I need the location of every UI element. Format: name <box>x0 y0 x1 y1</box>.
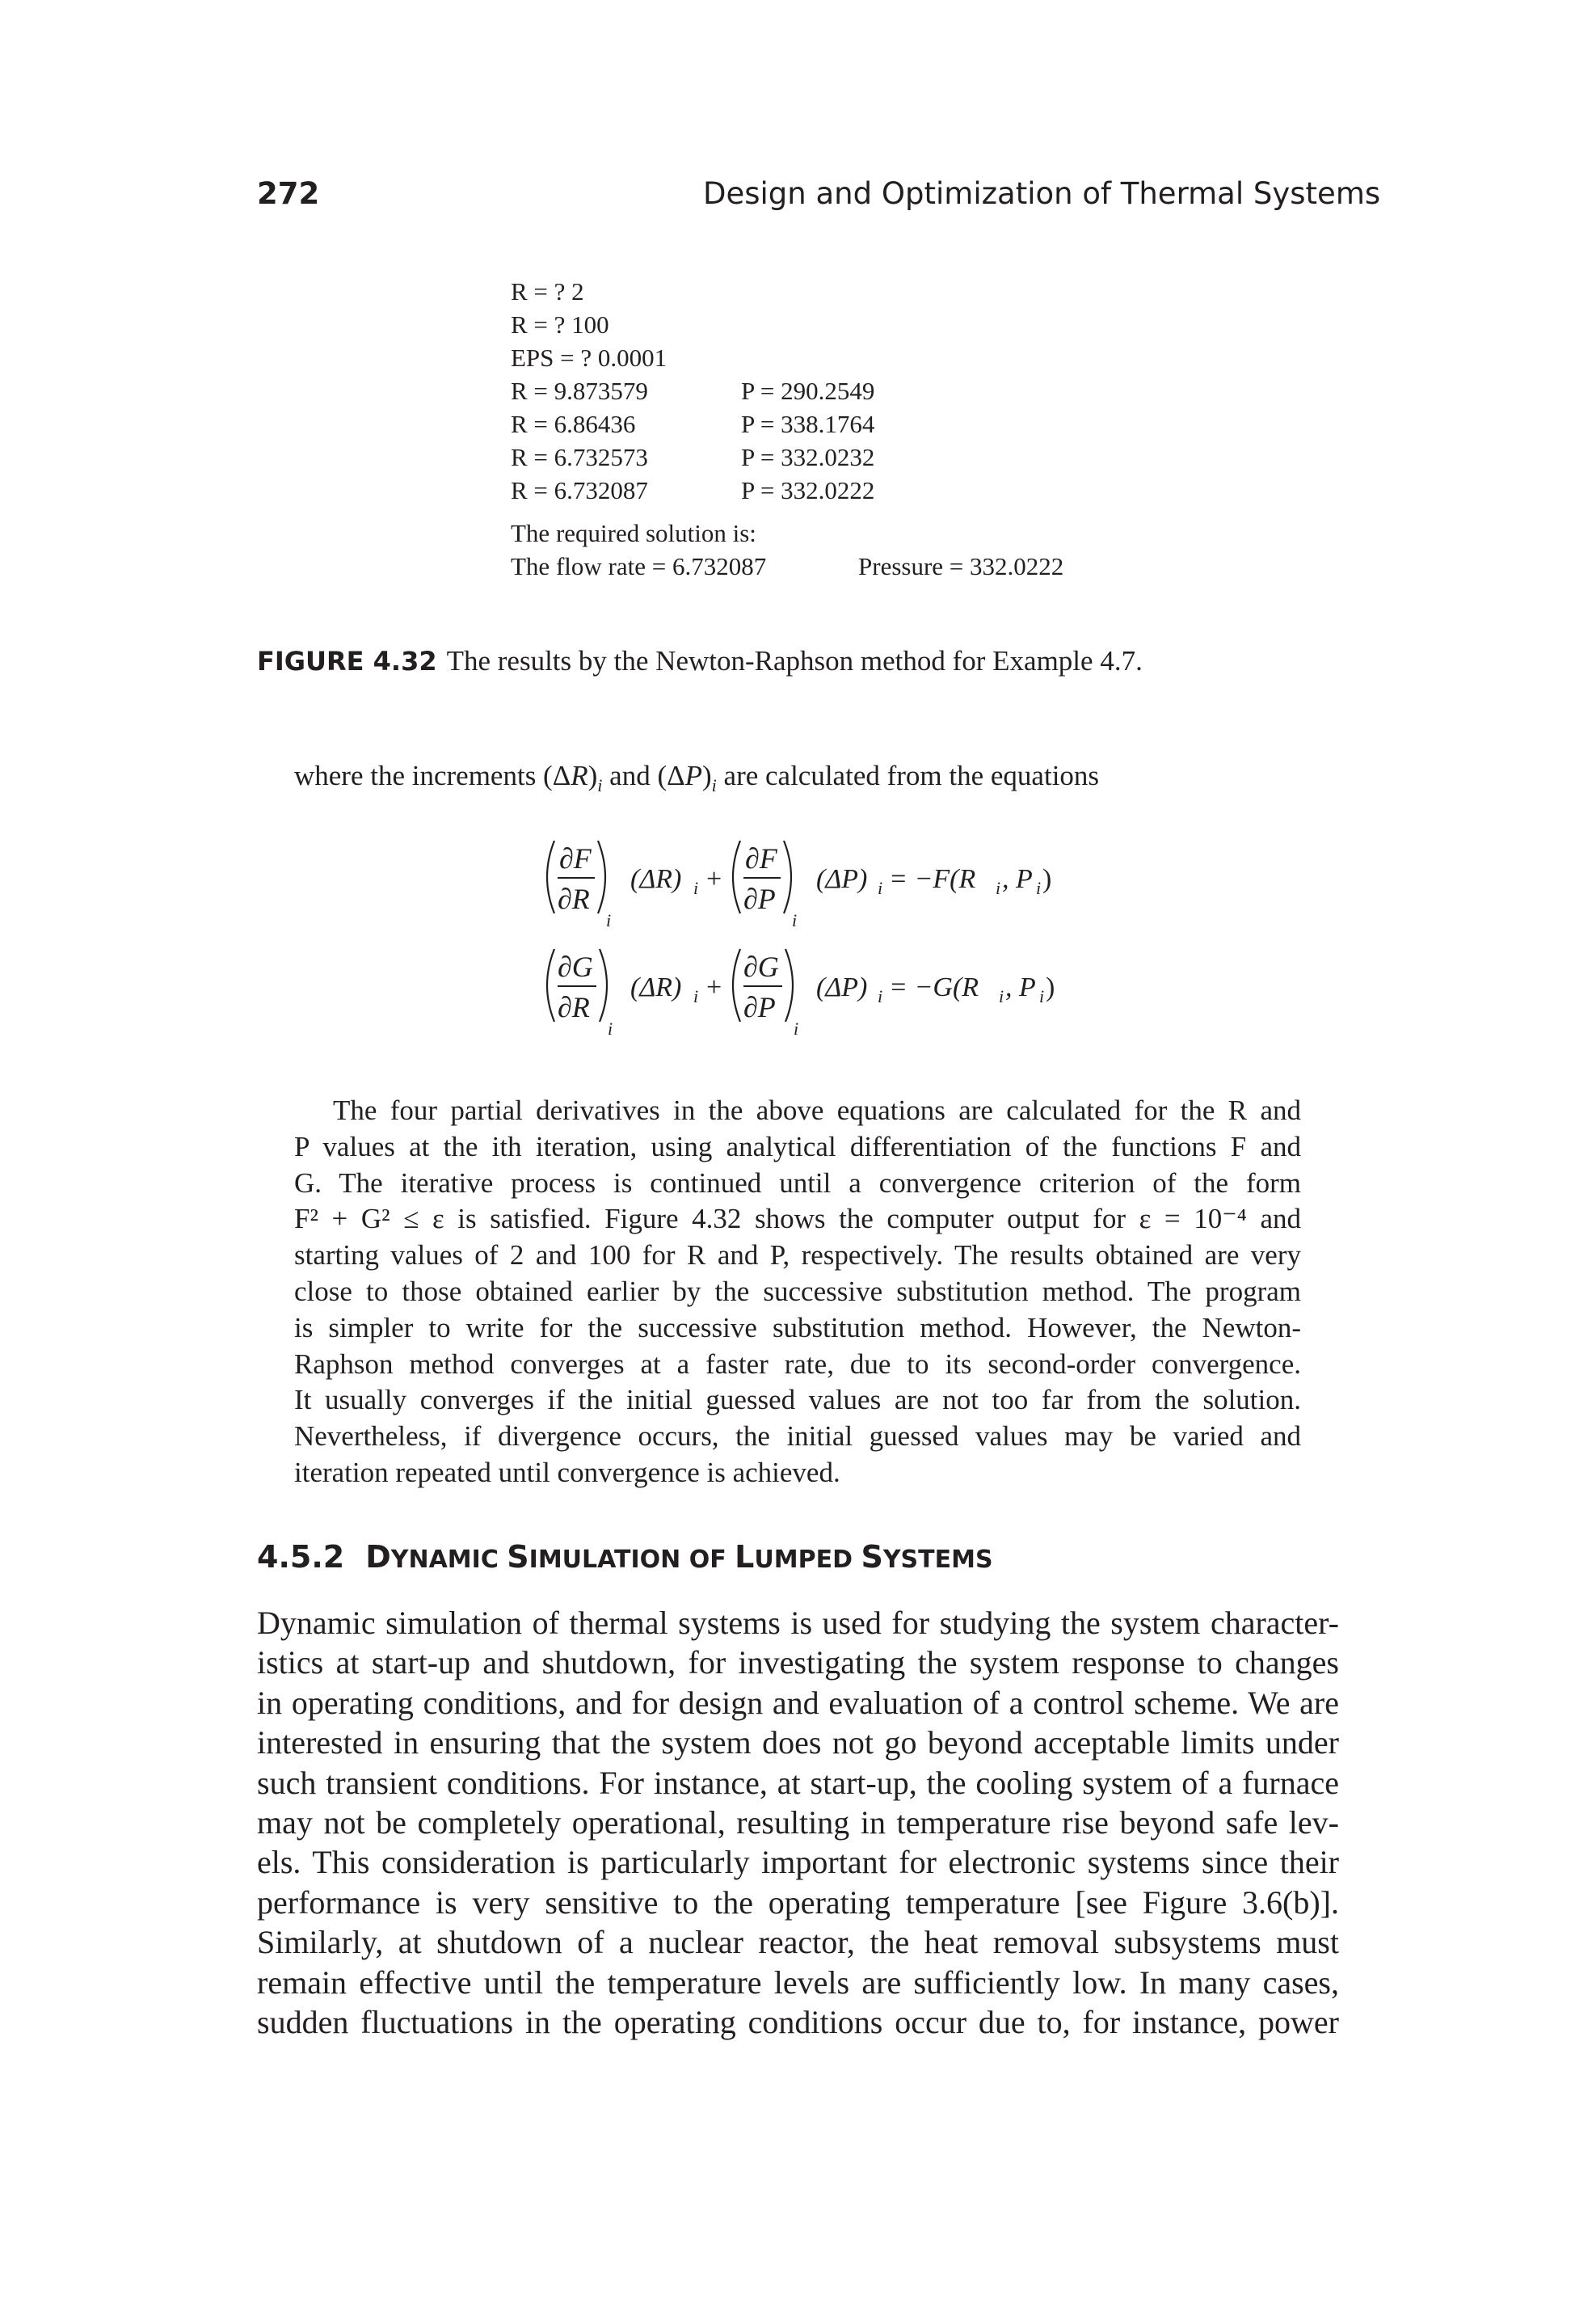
intro-text: ) <box>702 760 712 791</box>
sub-i: i <box>878 878 883 898</box>
sub-i: i <box>794 1019 799 1039</box>
rhs: , P <box>1002 864 1033 894</box>
paren-right <box>784 841 791 913</box>
output-line <box>511 341 1125 374</box>
output-p-value: P = 332.0222 <box>741 476 875 504</box>
term-delta-p: (ΔP) <box>816 864 868 894</box>
output-r-value: R = 6.732087 <box>511 476 648 504</box>
section-number: 4.5.2 <box>257 1539 345 1575</box>
text-line: is simpler to write for the successive substitution method. However, the Newton- <box>294 1311 1301 1343</box>
paren-left <box>547 841 554 913</box>
output-line <box>511 275 1125 308</box>
output-line <box>511 308 1125 341</box>
solution-heading: The required solution is: <box>511 519 756 547</box>
running-title: Design and Optimization of Thermal Systems <box>703 176 1381 211</box>
text-line: remain effective until the temperature levels are sufficiently low. In many cases, <box>257 1963 1339 2001</box>
term-delta-r: (ΔR) <box>630 972 682 1002</box>
rhs: ) <box>1046 972 1055 1002</box>
frac-den: ∂R <box>558 991 590 1023</box>
paragraph-dynamic-simulation <box>257 1603 1339 2042</box>
intro-text: and (Δ <box>602 760 685 791</box>
output-line <box>511 441 1125 474</box>
output-r-value: EPS = ? 0.0001 <box>511 344 667 372</box>
frac-num: ∂F <box>559 842 592 875</box>
paragraph-derivatives <box>294 1093 1301 1491</box>
solution-values-line <box>511 550 1125 583</box>
text-line: istics at start-up and shutdown, for investigating the system response to changes <box>257 1644 1339 1681</box>
intro-sub-i: i <box>597 775 603 795</box>
figure-caption-text: The results by the Newton-Raphson method for Example 4.7. <box>446 645 1143 677</box>
intro-text: are calculated from the equations <box>716 760 1100 791</box>
rhs: ) <box>1042 864 1052 894</box>
paren-left <box>733 949 740 1022</box>
output-line <box>511 407 1125 441</box>
output-r-value: R = 6.86436 <box>511 410 636 438</box>
page-number: 272 <box>257 176 320 211</box>
text-line: It usually converges if the initial guessed values are not too far from the solution. <box>294 1384 1301 1416</box>
output-r-value: R = 6.732573 <box>511 443 648 471</box>
intro-var-p: P <box>684 760 702 791</box>
output-line <box>511 474 1125 507</box>
intro-sub-i: i <box>711 775 717 795</box>
text-line: in operating conditions, and for design and evaluation of a control scheme. We are <box>257 1684 1339 1721</box>
paren-right <box>785 949 793 1022</box>
section-title: DYNAMIC SIMULATION OF LUMPED SYSTEMS <box>365 1539 993 1575</box>
sub-i: i <box>1039 986 1045 1006</box>
frac-num: ∂F <box>745 842 777 875</box>
text-line: P values at the ith iteration, using analytical differentiation of the functions F and <box>294 1130 1301 1162</box>
newton-raphson-equations <box>540 833 1105 1067</box>
output-r-value: R = ? 2 <box>511 277 584 306</box>
text-line: Dynamic simulation of thermal systems is used for studying the system character- <box>257 1605 1339 1641</box>
text-line: Nevertheless, if divergence occurs, the initial guessed values may be varied and <box>294 1420 1301 1453</box>
frac-den: ∂P <box>743 991 776 1023</box>
output-p-value: P = 332.0232 <box>741 443 875 471</box>
term-delta-p: (ΔP) <box>816 972 868 1002</box>
figure-output-block <box>511 275 1125 583</box>
output-p-value: P = 290.2549 <box>741 377 875 405</box>
text-line: close to those obtained earlier by the successive substitution method. The program <box>294 1275 1301 1307</box>
text-line: sudden fluctuations in the operating conditions occur due to, for instance, power <box>257 2003 1339 2040</box>
figure-caption <box>257 645 1143 677</box>
intro-text: ) <box>587 760 598 791</box>
figure-caption-label: FIGURE 4.32 <box>257 646 437 677</box>
output-r-value: R = 9.873579 <box>511 377 648 405</box>
section-heading <box>257 1539 993 1575</box>
intro-text: where the increments (Δ <box>294 760 571 791</box>
paren-right <box>598 841 605 913</box>
paren-left <box>547 949 554 1022</box>
sub-i: i <box>996 878 1001 898</box>
equations-intro <box>294 760 1099 796</box>
text-line: may not be completely operational, resulting in temperature rise beyond safe lev- <box>257 1803 1339 1841</box>
equation-2 <box>547 949 1055 1039</box>
sub-i: i <box>693 878 699 898</box>
text-line: els. This consideration is particularly important for electronic systems since their <box>257 1844 1339 1881</box>
text-line: Raphson method converges at a faster rate, due to its second-order convergence. <box>294 1348 1301 1380</box>
rhs: = −G(R <box>889 972 979 1002</box>
frac-num: ∂G <box>558 951 593 983</box>
term-delta-r: (ΔR) <box>630 864 682 894</box>
sub-i: i <box>693 986 699 1006</box>
intro-var-r: R <box>571 760 588 791</box>
frac-den: ∂R <box>558 883 590 915</box>
output-line <box>511 374 1125 407</box>
frac-den: ∂P <box>743 883 776 915</box>
text-line: such transient conditions. For instance, at start-up, the cooling system of a furnace <box>257 1764 1339 1801</box>
paren-left <box>733 841 740 913</box>
text-line: F² + G² ≤ ε is satisfied. Figure 4.32 shows the computer output for ε = 10⁻⁴ and <box>294 1203 1301 1235</box>
plus-sign: + <box>706 864 722 894</box>
output-p-value: P = 338.1764 <box>741 410 875 438</box>
text-line: interested in ensuring that the system does not go beyond acceptable limits under <box>257 1724 1339 1761</box>
rhs: , P <box>1005 972 1036 1002</box>
plus-sign: + <box>706 972 722 1002</box>
text-line: performance is very sensitive to the operating temperature [see Figure 3.6(b)]. <box>257 1883 1339 1921</box>
solution-heading-line <box>511 517 1125 550</box>
sub-i: i <box>792 910 798 930</box>
output-r-value: R = ? 100 <box>511 310 609 339</box>
frac-num: ∂G <box>743 951 779 983</box>
equation-1 <box>547 841 1051 930</box>
sub-i: i <box>1036 878 1042 898</box>
solution-pressure: Pressure = 332.0222 <box>858 552 1064 580</box>
text-line: G. The iterative process is continued until a convergence criterion of the form <box>294 1166 1301 1199</box>
sub-i: i <box>606 910 612 930</box>
paren-right <box>600 949 607 1022</box>
solution-flow-rate: The flow rate = 6.732087 <box>511 552 767 580</box>
sub-i: i <box>878 986 883 1006</box>
text-line: iteration repeated until convergence is achieved. <box>294 1456 840 1488</box>
rhs: = −F(R <box>889 864 976 894</box>
output-lines <box>511 275 1125 507</box>
text-line: starting values of 2 and 100 for R and P, respectively. The results obtained are very <box>294 1239 1301 1272</box>
sub-i: i <box>608 1019 613 1039</box>
sub-i: i <box>999 986 1004 1006</box>
text-line: Similarly, at shutdown of a nuclear reactor, the heat removal subsystems must <box>257 1924 1339 1961</box>
text-line: The four partial derivatives in the above equations are calculated for the R and <box>333 1095 1301 1126</box>
